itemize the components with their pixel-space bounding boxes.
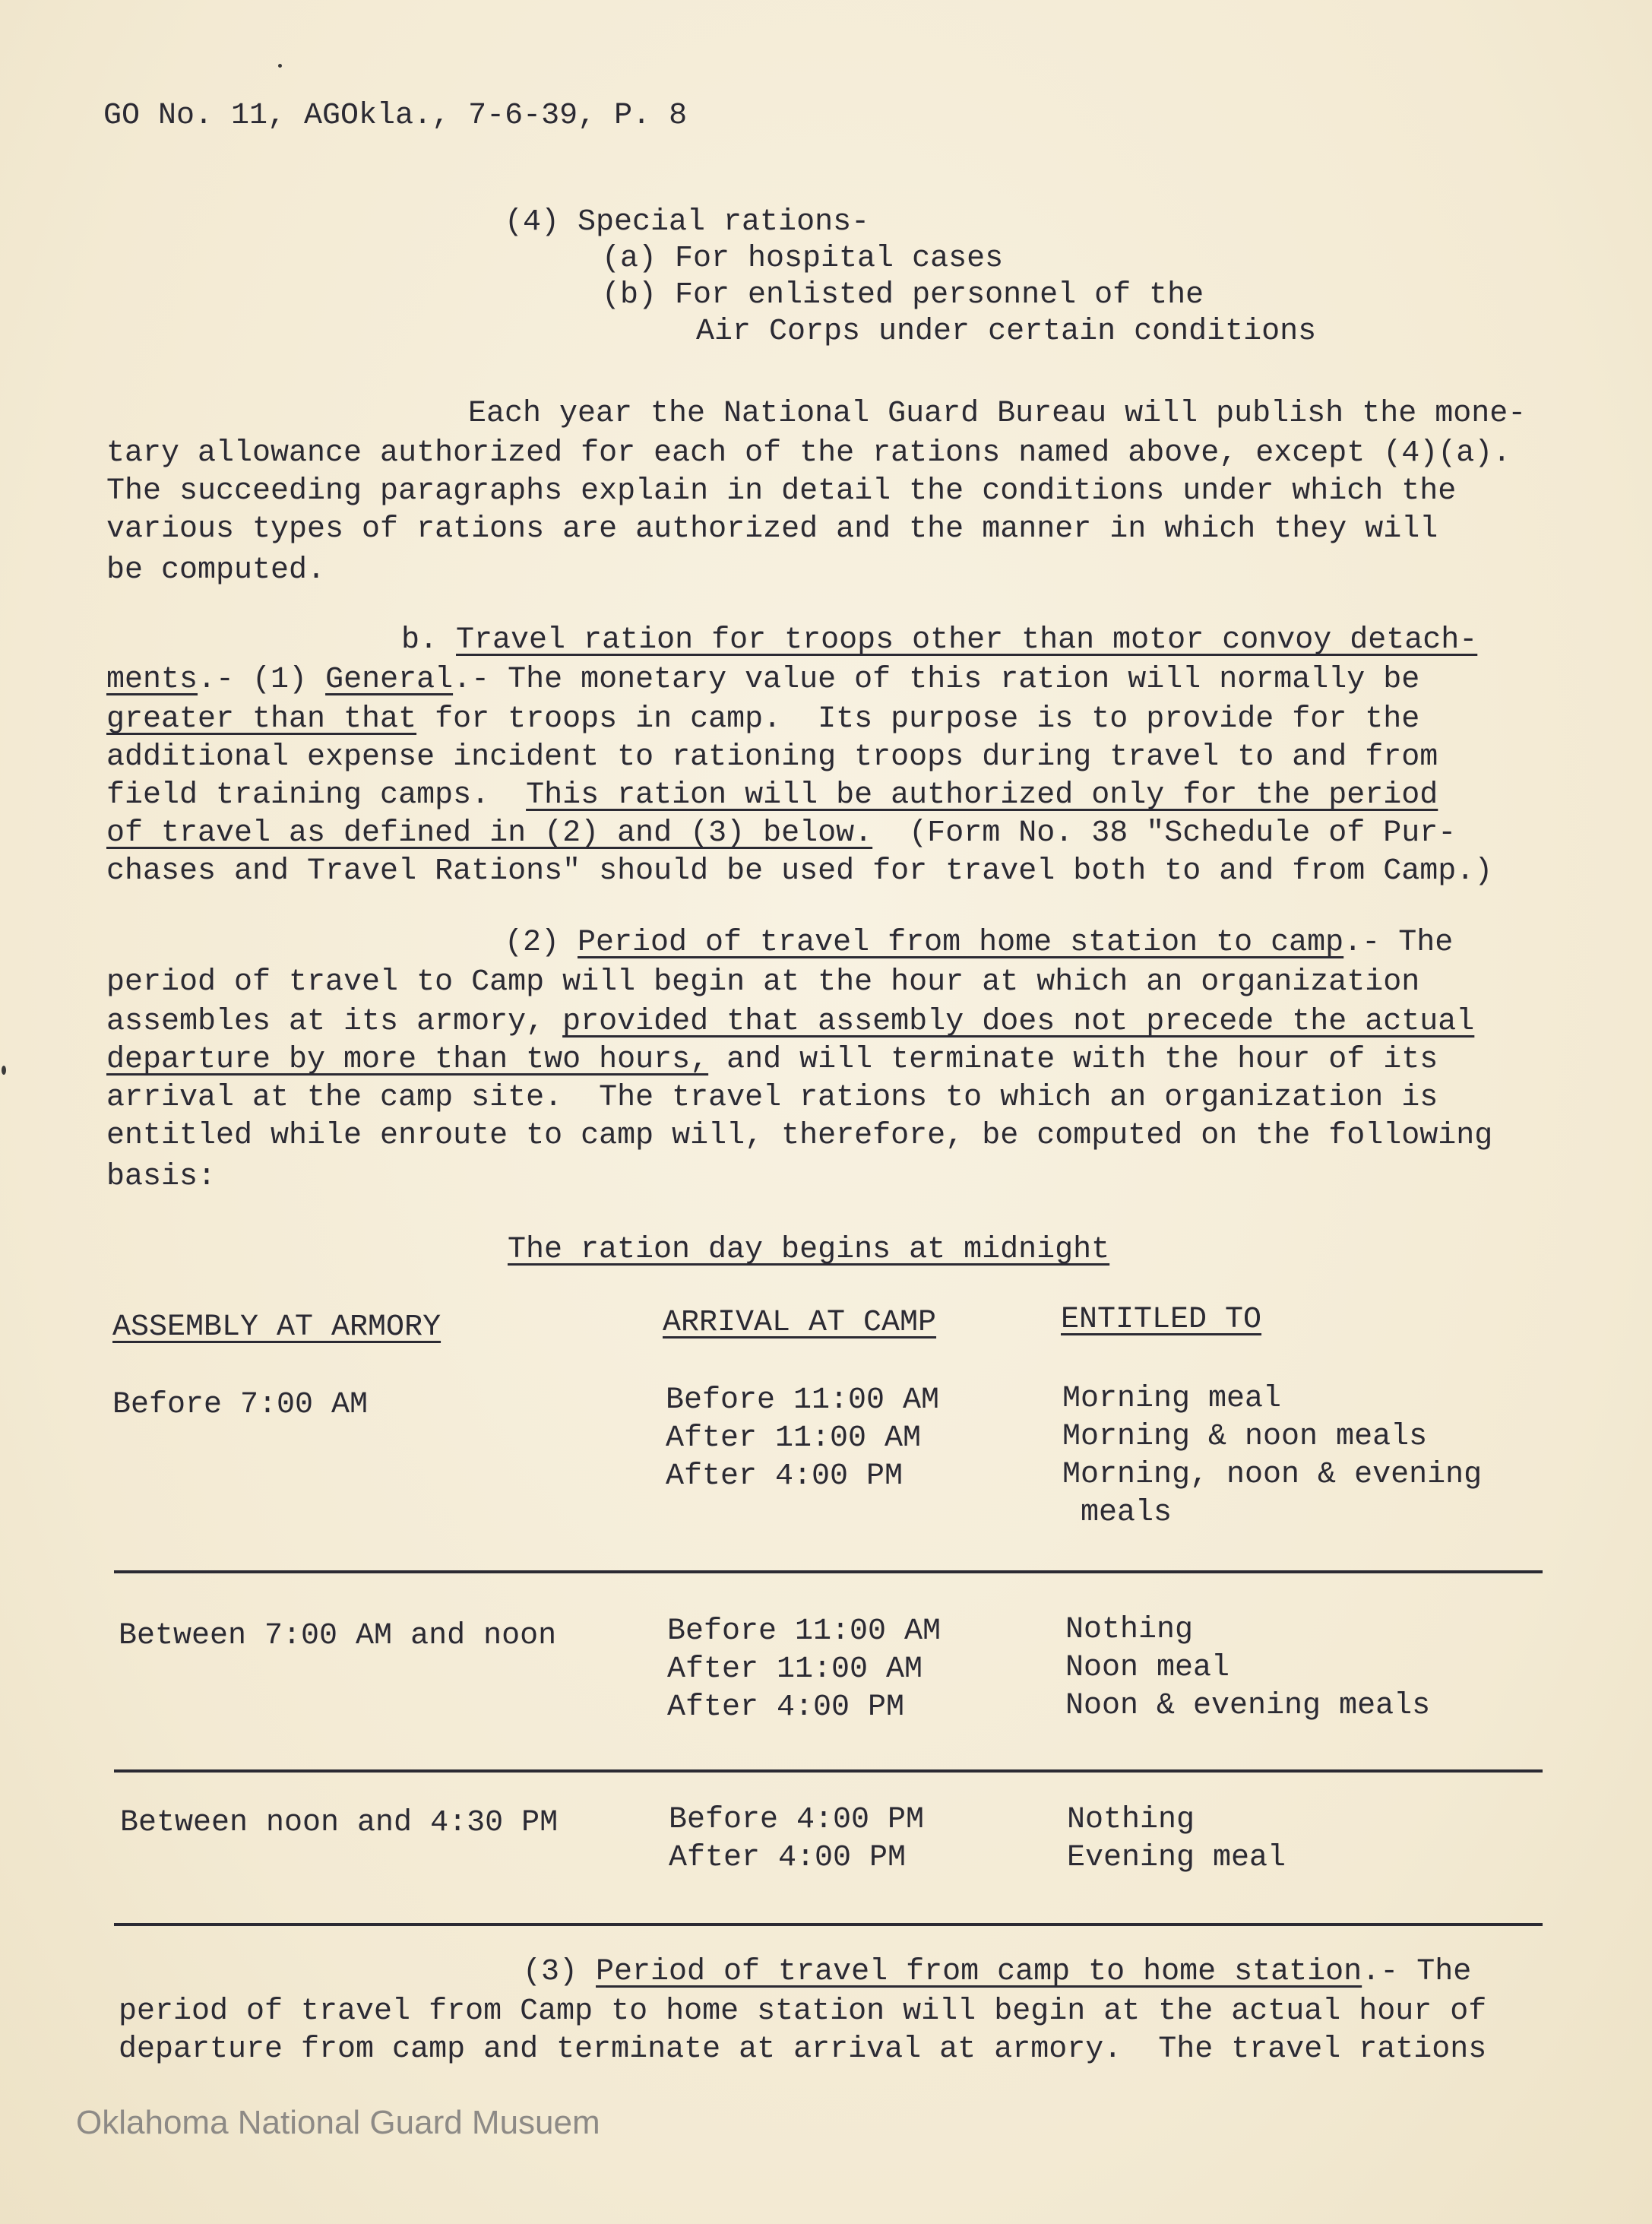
intro-line: Each year the National Guard Bureau will publish the mone- <box>468 397 1527 431</box>
section-2-text: .- The <box>1343 926 1454 960</box>
entitled-cell: Morning, noon & evening <box>1062 1458 1483 1492</box>
paper-speck <box>2 1066 6 1075</box>
section-b-line <box>106 701 1419 739</box>
entitled-cell: Nothing <box>1065 1613 1194 1647</box>
paper-speck <box>278 64 282 68</box>
section-2-line <box>106 1041 1438 1079</box>
section-3-line <box>523 1953 1471 1991</box>
entitled-cell: Morning & noon meals <box>1062 1420 1428 1454</box>
section-2-line: period of travel to Camp will begin at the hour at which an organization <box>106 965 1420 1000</box>
intro-line: be computed. <box>106 553 326 588</box>
section-2-emphasis: provided that assembly does not precede the actual <box>562 1005 1475 1039</box>
section-b-emphasis: greater than that <box>106 702 417 737</box>
section-b-text: .- The monetary value of this ration will normally be <box>453 663 1420 697</box>
entitled-cell: Noon meal <box>1065 1651 1230 1685</box>
section-b-line <box>401 622 1477 660</box>
assembly-cell: Between 7:00 AM and noon <box>119 1619 557 1653</box>
section-2-emphasis: departure by more than two hours, <box>106 1043 709 1077</box>
section-2-line: arrival at the camp site. The travel rations to which an organization is <box>106 1081 1438 1115</box>
entitled-cell: meals <box>1062 1496 1173 1530</box>
section-b-title: Travel ration for troops other than motor convoy detach- <box>456 623 1478 657</box>
section-3-text: .- The <box>1362 1955 1472 1989</box>
section-2-line <box>106 1003 1474 1041</box>
arrival-cell: After 4:00 PM <box>666 1459 904 1494</box>
entitled-cell: Nothing <box>1067 1803 1195 1837</box>
column-header-arrival: ARRIVAL AT CAMP <box>663 1306 937 1340</box>
intro-line: tary allowance authorized for each of the rations named above, except (4)(a). <box>106 436 1511 470</box>
section-3-number: (3) <box>523 1955 597 1989</box>
section-b-number: .- (1) <box>198 663 326 697</box>
table-divider <box>114 1923 1543 1926</box>
arrival-cell: Before 4:00 PM <box>669 1803 925 1837</box>
arrival-cell: Before 11:00 AM <box>666 1383 940 1418</box>
arrival-cell: After 11:00 AM <box>666 1421 922 1456</box>
section-b-text: for troops in camp. Its purpose is to provide for the <box>416 702 1420 737</box>
column-header-assembly: ASSEMBLY AT ARMORY <box>112 1310 441 1345</box>
special-rations-item-a: (a) For hospital cases <box>602 242 1004 276</box>
entitled-cell: Evening meal <box>1067 1841 1286 1875</box>
section-b-line <box>106 815 1456 853</box>
section-b-line: additional expense incident to rationing troops during travel to and from <box>106 740 1438 775</box>
section-2-text: and will terminate with the hour of its <box>708 1043 1438 1077</box>
assembly-cell: Before 7:00 AM <box>112 1388 369 1422</box>
assembly-cell: Between noon and 4:30 PM <box>120 1806 559 1840</box>
section-b-title-cont: ments <box>106 663 198 697</box>
entitled-cell: Noon & evening meals <box>1065 1689 1431 1723</box>
section-2-line: entitled while enroute to camp will, therefore, be computed on the following <box>106 1119 1493 1153</box>
section-b-text: (Form No. 38 "Schedule of Pur- <box>872 816 1457 851</box>
intro-line: The succeeding paragraphs explain in detail the conditions under which the <box>106 474 1457 508</box>
intro-line: various types of rations are authorized and the manner in which they will <box>106 512 1438 546</box>
section-b-text: field training camps. <box>106 778 527 813</box>
table-divider <box>114 1570 1543 1573</box>
section-3-line: period of travel from Camp to home station will begin at the actual hour of <box>119 1994 1487 2029</box>
section-2-text: assembles at its armory, <box>106 1005 563 1039</box>
section-2-title: Period of travel from home station to camp <box>578 926 1344 960</box>
arrival-cell: After 4:00 PM <box>667 1690 905 1725</box>
special-rations-item-b-cont: Air Corps under certain conditions <box>696 315 1317 349</box>
section-b-emphasis: of travel as defined in (2) and (3) below. <box>106 816 873 851</box>
special-rations-heading: (4) Special rations- <box>505 205 870 239</box>
arrival-cell: After 4:00 PM <box>669 1841 907 1875</box>
section-3-line: departure from camp and terminate at arrival at armory. The travel rations <box>119 2032 1487 2067</box>
section-2-line <box>505 924 1453 962</box>
section-3-title: Period of travel from camp to home station <box>596 1955 1362 1989</box>
column-header-entitled: ENTITLED TO <box>1061 1303 1262 1337</box>
table-divider <box>114 1769 1543 1773</box>
section-b-emphasis: This ration will be authorized only for the period <box>526 778 1438 813</box>
table-caption: The ration day begins at midnight <box>508 1233 1110 1267</box>
arrival-cell: Before 11:00 AM <box>667 1614 942 1649</box>
section-b-line: chases and Travel Rations" should be used for travel both to and from Camp.) <box>106 854 1493 889</box>
entitled-cell: Morning meal <box>1062 1382 1282 1416</box>
section-2-line: basis: <box>106 1160 217 1194</box>
general-subheading: General <box>325 663 454 697</box>
museum-watermark: Oklahoma National Guard Musuem <box>76 2104 600 2141</box>
section-b-prefix: b. <box>401 623 438 657</box>
arrival-cell: After 11:00 AM <box>667 1652 923 1687</box>
section-2-number: (2) <box>505 926 578 960</box>
document-header: GO No. 11, AGOkla., 7-6-39, P. 8 <box>103 99 688 133</box>
special-rations-item-b: (b) For enlisted personnel of the <box>602 278 1204 312</box>
section-b-line <box>106 661 1419 699</box>
section-b-line <box>106 777 1438 815</box>
